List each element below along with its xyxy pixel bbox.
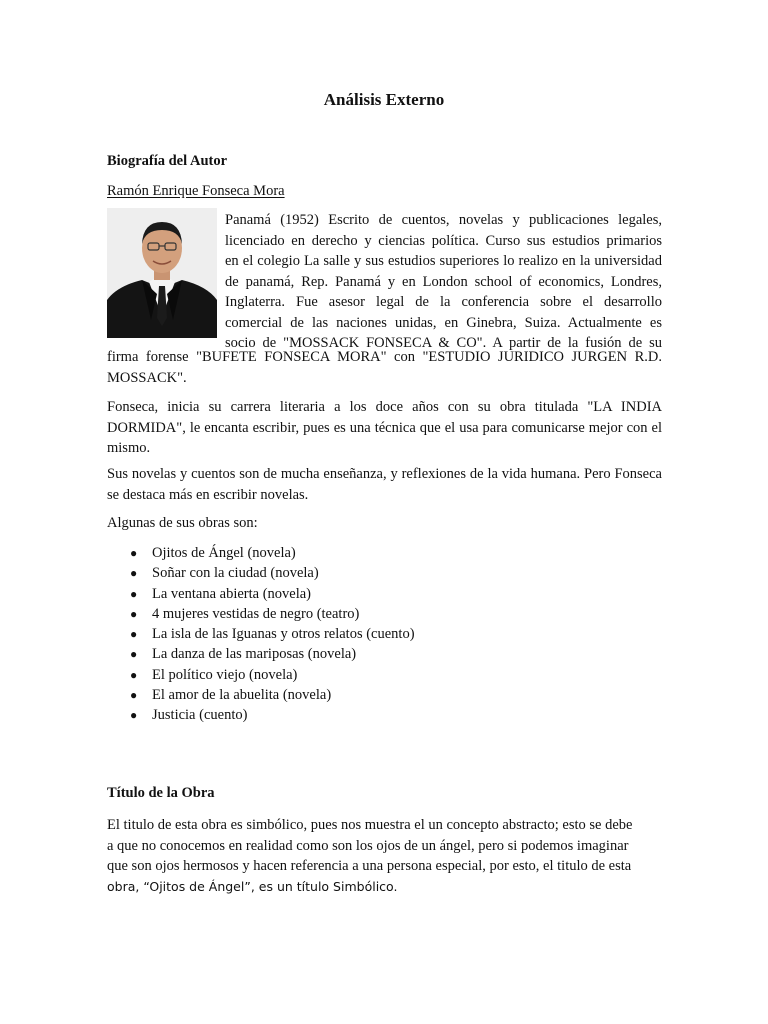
biography-line: Panamá (1952) Escrito de cuentos, novelas y publicaciones legales, [225, 212, 662, 228]
works-list [130, 543, 415, 726]
work-title: El político viejo (novela) [152, 666, 298, 683]
bullet-icon: ● [130, 688, 138, 703]
list-item [130, 624, 415, 644]
bullet-icon: ● [130, 586, 138, 601]
title-paragraph [107, 815, 662, 897]
biography-tail: firma forense "BUFETE FONSECA MORA" con "ESTUDIO JURIDICO JURGEN R.D. MOSSACK". [107, 349, 662, 386]
biography-paragraph [225, 210, 662, 354]
work-title: La danza de las mariposas (novela) [152, 646, 357, 663]
biography-line: comercial de las naciones unidas, en Ginebra, Suiza. Actualmente es [225, 314, 662, 331]
works-intro: Algunas de sus obras son: [107, 515, 258, 531]
list-item [130, 705, 415, 725]
bullet-icon: ● [130, 606, 138, 621]
list-item [130, 685, 415, 705]
biography-line: licenciado en derecho y ciencias política. Curso sus estudios primarios [225, 232, 662, 249]
biography-line: socio de "MOSSACK FONSECA & CO". A partir de la fusión de su [225, 335, 662, 351]
page-title: Análisis Externo [323, 90, 445, 109]
work-title: Justicia (cuento) [152, 707, 248, 724]
work-title: 4 mujeres vestidas de negro (teatro) [152, 605, 360, 622]
author-photo [107, 208, 217, 338]
title-line: a que no conocemos en realidad como son los ojos de un ángel, pero si podemos imaginar [107, 837, 629, 854]
list-item [130, 644, 415, 664]
list-item [130, 563, 415, 583]
bullet-icon: ● [130, 647, 138, 662]
bullet-icon: ● [130, 566, 138, 581]
work-title: La isla de las Iguanas y otros relatos (cuento) [152, 626, 415, 643]
work-title: La ventana abierta (novela) [152, 585, 312, 602]
list-item [130, 584, 415, 604]
list-item [130, 604, 415, 624]
title-line: El titulo de esta obra es simbólico, pues nos muestra el un concepto abstracto; esto se debe [107, 817, 633, 833]
title-section-heading: Título de la Obra [107, 785, 215, 801]
title-line: obra, “Ojitos de Ángel”, es un título Simbólico. [107, 878, 398, 894]
biography-line: de panamá, Rep. Panamá y en London school of economics, Londres, [225, 273, 662, 290]
biography-line: Inglaterra. Fue asesor legal de la conferencia sobre el desarrollo [225, 294, 662, 310]
author-name: Ramón Enrique Fonseca Mora [107, 183, 285, 199]
bullet-icon: ● [130, 546, 138, 560]
bullet-icon: ● [130, 667, 138, 682]
bullet-icon: ● [130, 627, 138, 642]
biography-heading: Biografía del Autor [107, 153, 228, 169]
career-paragraph: Fonseca, inicia su carrera literaria a los doce años con su obra titulada "LA INDIA DORMIDA", le encanta escribir, pues es una técnica que el usa para comunicarse mejor con el mismo. [107, 399, 662, 456]
bullet-icon: ● [130, 708, 138, 723]
work-title: El amor de la abuelita (novela) [152, 687, 332, 704]
list-item [130, 543, 415, 563]
list-item [130, 665, 415, 685]
title-line: que son ojos hermosos y hacen referencia a una persona especial, por esto, el titulo de esta [107, 858, 632, 874]
work-title: Ojitos de Ángel (novela) [152, 545, 296, 561]
work-title: Soñar con la ciudad (novela) [152, 565, 319, 582]
novels-paragraph: Sus novelas y cuentos son de mucha enseñanza, y reflexiones de la vida humana. Pero Fonseca se destaca más en escribir novelas. [107, 466, 662, 503]
biography-line: en el colegio La salle y sus estudios superiores lo realizo en la universidad [225, 253, 662, 269]
